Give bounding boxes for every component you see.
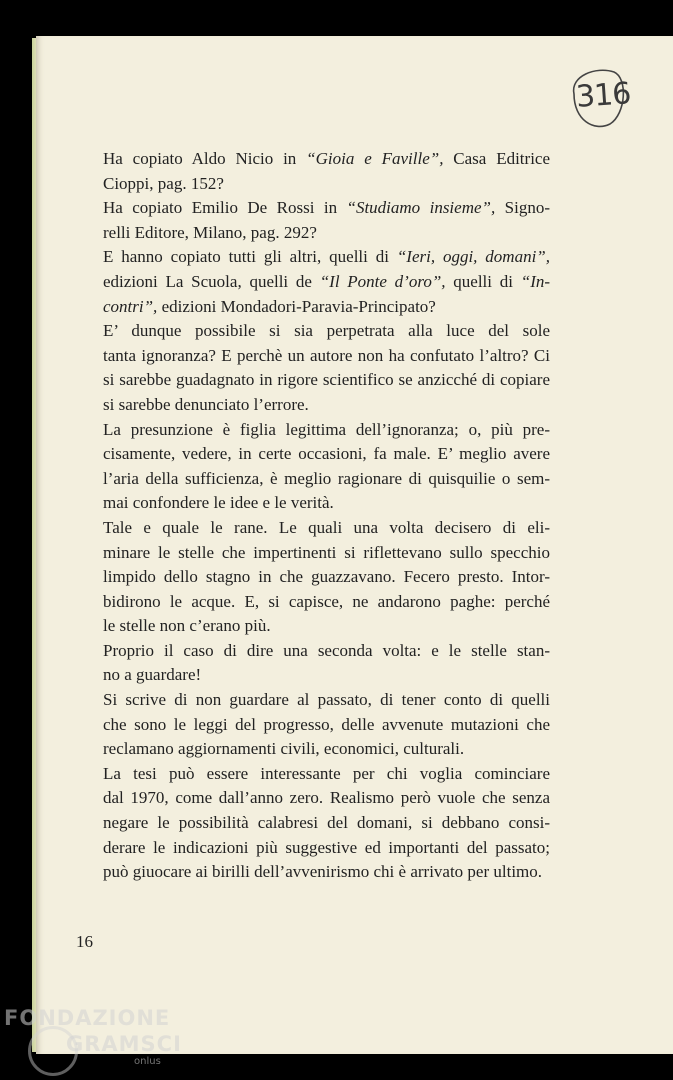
text-line (76, 590, 550, 615)
text-line (76, 516, 550, 541)
watermark-line-3: onlus (134, 1056, 161, 1067)
text-line (76, 295, 550, 320)
text-line (76, 393, 550, 418)
body-text (76, 147, 550, 885)
text-line (76, 491, 550, 516)
text-line (76, 737, 550, 762)
text-segment: “In- (520, 271, 551, 291)
text-segment: Ha copiato Emilio De Rossi in (103, 198, 347, 218)
text-line (76, 762, 550, 787)
archive-number-stamp (566, 64, 632, 130)
text-line (76, 467, 550, 492)
text-segment: le stelle non c’erano più. (103, 616, 271, 636)
archive-number: 316 (574, 76, 632, 115)
paragraph (76, 688, 550, 762)
text-line (76, 418, 550, 443)
text-segment: si sarebbe guadagnato in rigore scientifico se anzicché di copiare (103, 370, 550, 390)
text-line (76, 344, 550, 369)
text-segment: dal 1970, come dall’anno zero. Realismo però vuole che senza (103, 788, 550, 808)
text-line (76, 245, 550, 270)
text-segment: Tale e quale le rane. Le quali una volta decisero di eli- (103, 517, 550, 537)
text-line (76, 319, 550, 344)
text-segment: Proprio il caso di dire una seconda volta: e le stelle stan- (103, 640, 550, 660)
text-line (76, 811, 550, 836)
text-segment: quelli di (445, 271, 521, 291)
text-segment: mai confondere le idee e le verità. (103, 493, 334, 513)
text-segment: E’ dunque possibile si sia perpetrata alla luce del sole (103, 321, 550, 341)
text-segment: “Studiamo insieme”, (346, 198, 496, 218)
watermark (4, 1004, 184, 1080)
paragraph (76, 147, 550, 196)
text-segment: che sono le leggi del progresso, delle avvenute mutazioni che (103, 714, 550, 734)
text-line (76, 786, 550, 811)
text-segment: “Il Ponte d’oro”, (319, 271, 446, 291)
text-segment: “Ieri, oggi, domani”, (396, 247, 550, 267)
text-line (76, 196, 550, 221)
page-number: 16 (76, 932, 93, 951)
text-segment: può giuocare ai birilli dell’avvenirismo chi è arrivato per ultimo. (103, 862, 543, 882)
text-segment: La presunzione è figlia legittima dell’ignoranza; o, più pre- (103, 419, 550, 439)
text-line (76, 270, 550, 295)
text-line (76, 713, 550, 738)
text-segment: edizioni La Scuola, quelli de (103, 271, 320, 291)
text-segment: Ha copiato Aldo Nicio in (103, 149, 307, 168)
text-segment: contri”, (103, 296, 158, 316)
text-line (76, 836, 550, 861)
text-segment: edizioni Mondadori-Paravia-Principato? (157, 296, 436, 316)
text-segment: cisamente, vedere, in certe occasioni, fa male. E’ meglio avere (103, 444, 550, 464)
text-line (76, 663, 550, 688)
paragraph (76, 418, 550, 516)
text-segment: E hanno copiato tutti gli altri, quelli di (103, 247, 397, 267)
text-segment: bidirono le acque. E, si capisce, ne andarono paghe: perché (103, 591, 550, 611)
text-segment: l’aria della sufficienza, è meglio ragionare di quisquilie o sem- (103, 468, 550, 488)
text-segment: no a guardare! (103, 665, 202, 685)
paragraph (76, 516, 550, 639)
text-line (76, 221, 550, 246)
watermark-line-1: FONDAZIONE (4, 1006, 171, 1030)
paragraph (76, 319, 550, 417)
text-line (76, 541, 550, 566)
text-line (76, 639, 550, 664)
paragraph (76, 196, 550, 245)
text-segment: derare le indicazioni più suggestive ed importanti del passato; (103, 837, 550, 857)
text-segment: negare le possibilità calabresi del domani, si debbano consi- (103, 813, 550, 833)
text-segment: Cioppi, pag. 152? (103, 173, 224, 193)
text-segment: limpido dello stagno in che guazzavano. Fecero presto. Intor- (103, 567, 550, 587)
text-segment: si sarebbe denunciato l’errore. (103, 394, 309, 414)
paragraph (76, 245, 550, 319)
text-segment: Casa Editrice (443, 149, 551, 168)
watermark-line-2: GRAMSCI (66, 1032, 182, 1056)
text-segment: tanta ignoranza? E perchè un autore non ha confutato l’altro? Ci (103, 345, 550, 365)
text-line (76, 172, 550, 197)
text-line (76, 688, 550, 713)
text-segment: minare le stelle che impertinenti si riflettevano sullo specchio (103, 542, 550, 562)
text-line (76, 442, 550, 467)
text-segment: “Gioia e Faville”, (306, 149, 444, 168)
text-segment: Signo- (495, 198, 550, 218)
text-line (76, 147, 550, 172)
text-line (76, 614, 550, 639)
paragraph (76, 762, 550, 885)
text-segment: La tesi può essere interessante per chi voglia cominciare (103, 763, 550, 783)
text-line (76, 860, 550, 885)
paragraph (76, 639, 550, 688)
text-segment: Si scrive di non guardare al passato, di tener conto di quelli (103, 690, 550, 710)
text-segment: relli Editore, Milano, pag. 292? (103, 222, 317, 242)
text-segment: reclamano aggiornamenti civili, economici, culturali. (103, 739, 465, 759)
text-line (76, 368, 550, 393)
text-line (76, 565, 550, 590)
